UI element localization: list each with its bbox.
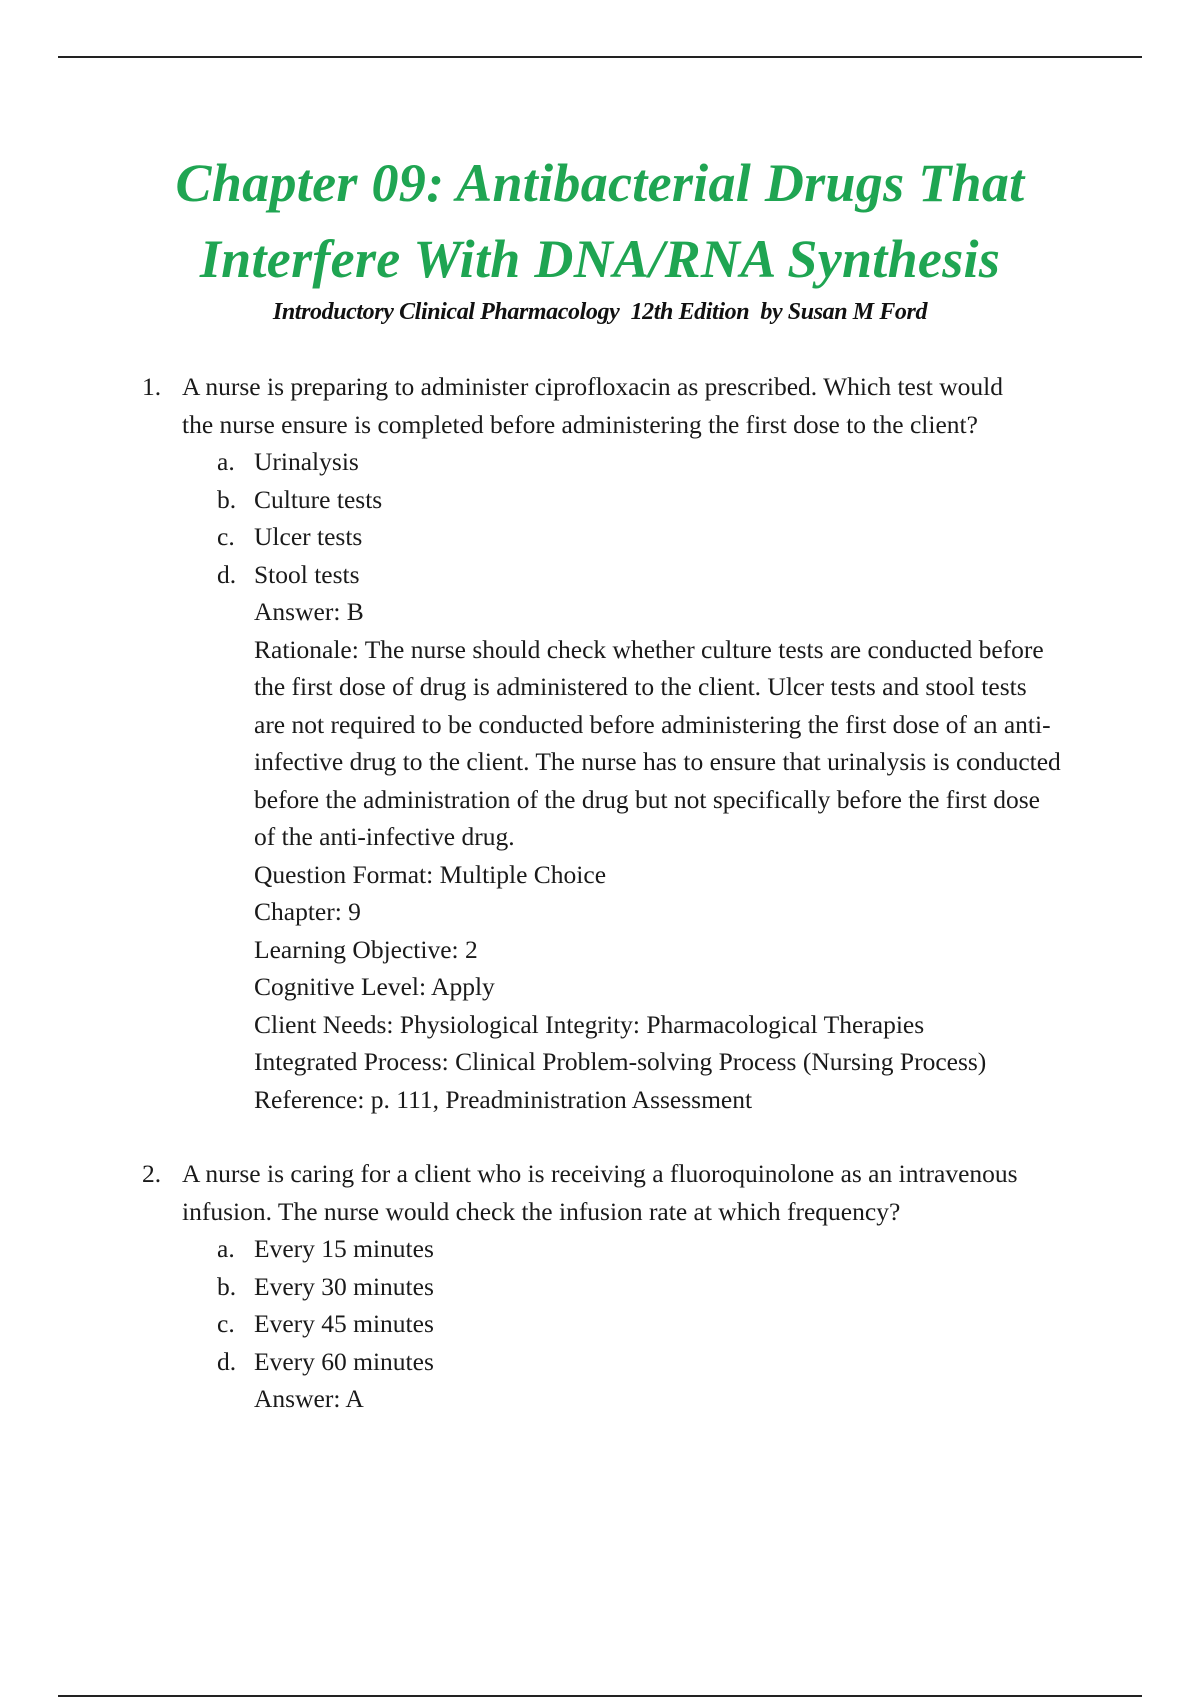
rationale-text: Rationale: The nurse should check whether culture tests are conducted before the first dose of drug is administered to the client. Ulcer tests and stool tests are not required to be conducted before administering the first dose of an anti-infective drug to the client. The nurse has to ensure that urinalysis is conducted before the administration of the drug but not specifically before the first dose of the anti-infective drug. (254, 634, 1061, 851)
answer-details (254, 1380, 1064, 1418)
option-text: Urinalysis (254, 447, 359, 476)
page-title (100, 145, 1100, 297)
subtitle-book: Introductory Clinical Pharmacology (272, 299, 620, 325)
option-letter: a. (217, 447, 235, 476)
question-number: 2. (142, 1159, 162, 1188)
option-c (0, 1305, 1200, 1343)
option-letter: d. (217, 559, 237, 589)
question-text: A nurse is caring for a client who is receiving a fluoroquinolone as an intravenous infusion. The nurse would check the infusion rate at which frequency? (182, 1159, 1018, 1226)
client-needs: Client Needs: Physiological Integrity: Pharmacological Therapies (254, 1009, 925, 1039)
option-text: Every 15 minutes (254, 1234, 434, 1263)
option-d (0, 556, 1200, 594)
question-format: Question Format: Multiple Choice (254, 859, 607, 889)
title-line-2: Interfere With DNA/RNA Synthesis (199, 229, 1001, 289)
question-1 (0, 368, 1200, 1118)
option-a (0, 1230, 1200, 1268)
option-letter: a. (217, 1234, 235, 1263)
chapter-label: Chapter: 9 (254, 897, 361, 926)
bottom-rule (58, 1695, 1142, 1697)
option-text: Culture tests (254, 484, 383, 514)
option-text: Stool tests (254, 559, 360, 589)
option-text: Ulcer tests (254, 522, 363, 551)
subtitle-author: by Susan M Ford (760, 299, 928, 325)
option-list (0, 443, 1200, 593)
integrated-process: Integrated Process: Clinical Problem-solving Process (Nursing Process) Reference: p. 111, Preadministration Assessment (254, 1047, 987, 1114)
option-a (0, 443, 1200, 481)
answer-text: Answer: B (254, 597, 364, 626)
option-letter: b. (217, 484, 237, 514)
title-line-1: Chapter 09: Antibacterial Drugs That (175, 153, 1025, 213)
option-text: Every 45 minutes (254, 1309, 434, 1338)
option-letter: c. (217, 1309, 235, 1338)
option-letter: b. (217, 1271, 237, 1301)
book-subtitle (100, 295, 1100, 329)
learning-objective: Learning Objective: 2 (254, 934, 478, 964)
option-letter: d. (217, 1346, 237, 1376)
option-c (0, 518, 1200, 556)
option-text: Every 60 minutes (254, 1346, 434, 1376)
question-number: 1. (142, 372, 162, 401)
option-list (0, 1230, 1200, 1380)
answer-text: Answer: A (254, 1384, 364, 1413)
cognitive-level: Cognitive Level: Apply (254, 972, 495, 1001)
subtitle-edition: 12th Edition (630, 299, 750, 325)
answer-details (254, 593, 1064, 1118)
option-text: Every 30 minutes (254, 1271, 434, 1301)
top-rule (58, 56, 1142, 58)
question-list (0, 368, 1200, 1418)
question-text: A nurse is preparing to administer ciprofloxacin as prescribed. Which test would the nurse ensure is completed before administering the first dose to the client? (182, 372, 1003, 439)
option-b (0, 481, 1200, 519)
question-2 (0, 1155, 1200, 1418)
option-d (0, 1343, 1200, 1381)
option-b (0, 1268, 1200, 1306)
option-letter: c. (217, 522, 235, 551)
